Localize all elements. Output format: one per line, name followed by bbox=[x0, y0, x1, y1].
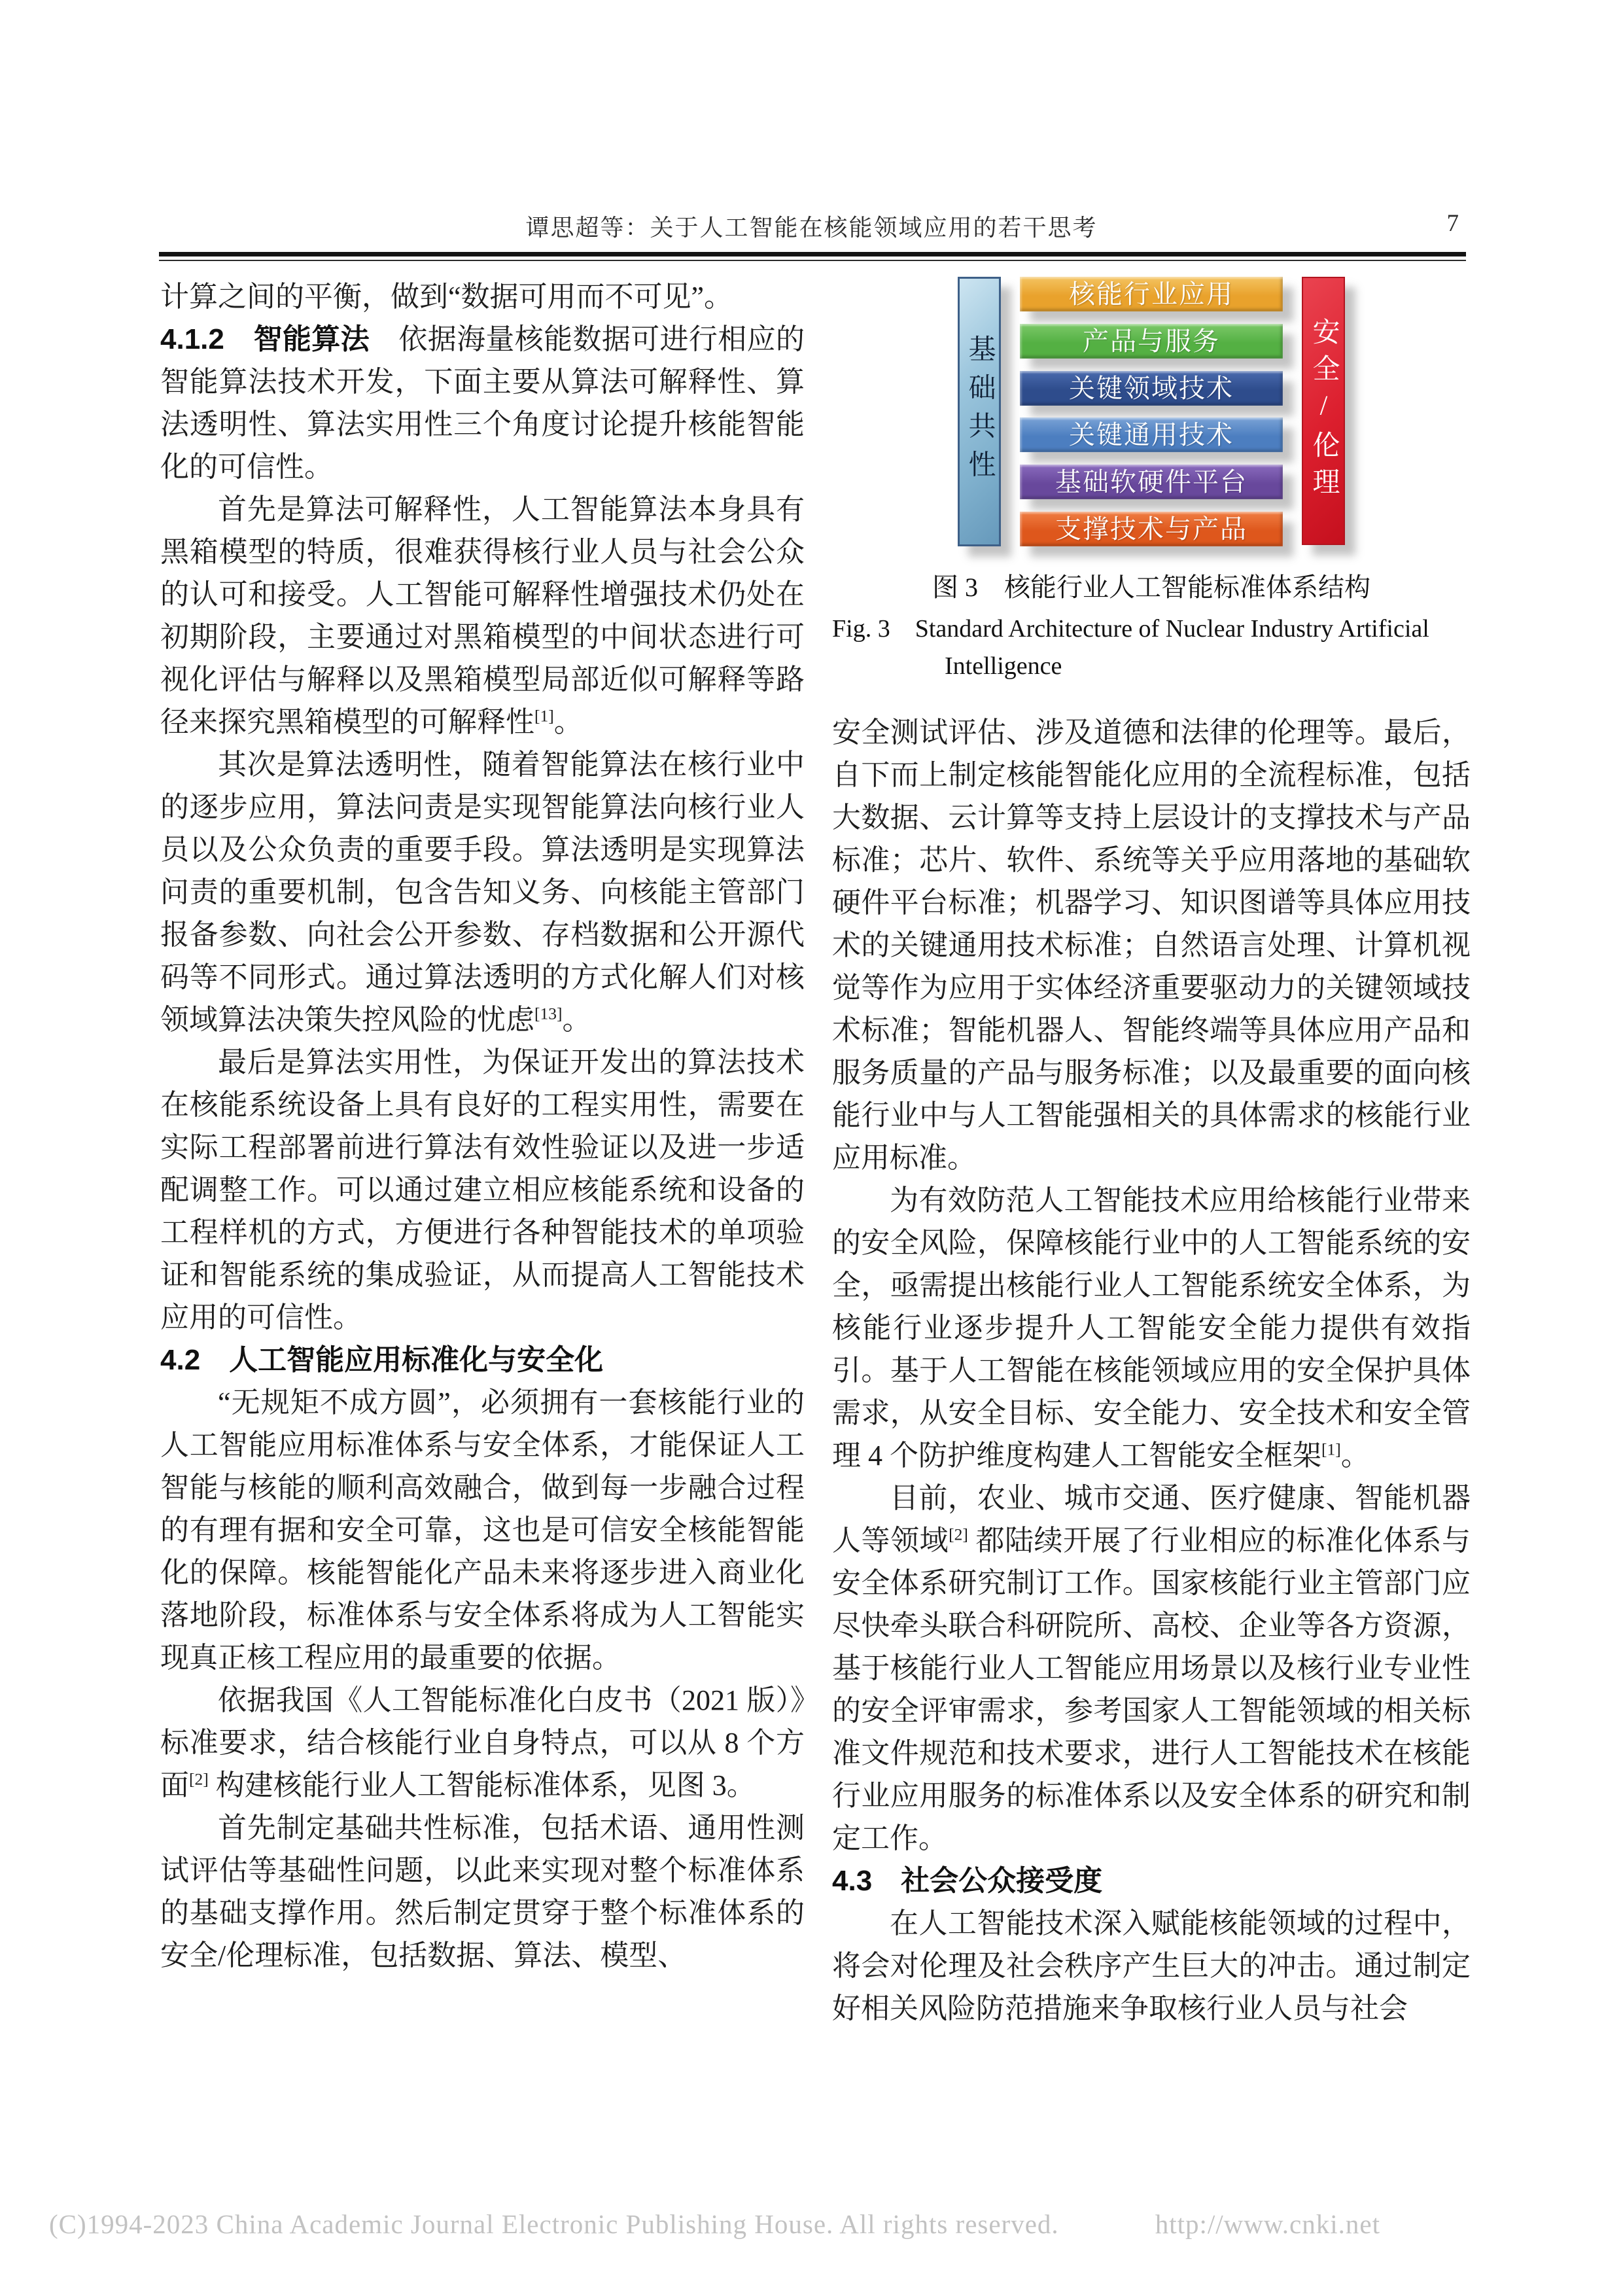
figure-left-pillar-basic-commonality bbox=[958, 277, 1001, 546]
figure-layer bbox=[1020, 417, 1283, 452]
figure-layer-label: 基础软硬件平台 bbox=[1055, 467, 1248, 497]
paragraph-standards-continued: 安全测试评估、涉及道德和法律的伦理等。最后，自下而上制定核能智能化应用的全流程标准，包括大数据、云计算等支持上层设计的支撑技术与产品标准；芯片、软件、系统等关乎应用落地的基础软硬件平台标准；机器学习、知识图谱等具体应用技术的关键通用技术标准；自然语言处理、计算机视觉等作为应用于实体经济重要驱动力的关键领域技术标准；智能机器人、智能终端等具体应用产品和服务质量的产品与服务标准；以及最重要的面向核能行业中与人工智能强相关的具体需求的核能行业应用标准。 bbox=[832, 716, 1471, 1174]
right-column bbox=[832, 275, 1471, 2030]
figure-layer bbox=[1020, 465, 1283, 499]
paragraph-standard-system: “无规矩不成方圆”，必须拥有一套核能行业的人工智能应用标准体系与安全体系，才能保证人工智能与核能的顺利高效融合，做到每一步融合过程的有理有据和安全可靠，这也是可信安全核能智能化的保障。核能智能化产品未来将逐步进入商业化落地阶段，标准体系与安全体系将成为人工智能实现真正核工程应用的最重要的依据。 bbox=[160, 1386, 805, 1674]
figure-layer bbox=[1020, 512, 1283, 546]
section-4-3-heading: 4.3 社会公众接受度 bbox=[832, 1865, 1103, 1897]
paragraph-practicality: 最后是算法实用性，为保证开发出的算法技术在核能系统设备上具有良好的工程实用性，需要在实际工程部署前进行算法有效性验证以及进一步适配调整工作。可以通过建立相应核能系统和设备的工程样机的方式，方便进行各种智能技术的单项验证和智能系统的集成验证，从而提高人工智能技术应用的可信性。 bbox=[160, 1046, 805, 1333]
figure-right-pillar-label: 安全/伦理 bbox=[1308, 317, 1339, 504]
paragraph-basic-standards: 首先制定基础共性标准，包括术语、通用性测试评估等基础性问题，以此来实现对整个标准体系的基础支撑作用。然后制定贯穿于整个标准体系的安全/伦理标准，包括数据、算法、模型、 bbox=[160, 1812, 805, 1971]
figure-layer-label: 关键领域技术 bbox=[1069, 373, 1234, 403]
figure-right-pillar-safety-ethics bbox=[1302, 277, 1345, 545]
page-number: 7 bbox=[1446, 210, 1459, 237]
figure-layer-stack bbox=[1020, 277, 1283, 546]
paragraph-explainability: 首先是算法可解释性，人工智能算法本身具有黑箱模型的特质，很难获得核行业人员与社会公众的认可和接受。人工智能可解释性增强技术仍处在初期阶段，主要通过对黑箱模型的中间状态进行可视化评估与解释以及黑箱模型局部近似可解释等路径来探究黑箱模型的可解释性[1]。 bbox=[160, 493, 805, 738]
footer-url: http://www.cnki.net bbox=[1155, 2209, 1380, 2239]
paragraph-industry-progress: 目前，农业、城市交通、医疗健康、智能机器人等领域[2] 都陆续开展了行业相应的标准化体系与安全体系研究制订工作。国家核能行业主管部门应尽快牵头联合科研院所、高校、企业等各方资源，基于核能行业人工智能应用场景以及核行业专业性的安全评审需求，参考国家人工智能领域的相关标准文件规范和技术要求，进行人工智能技术在核能行业应用服务的标准体系以及安全体系的研究和制定工作。 bbox=[832, 1482, 1471, 1854]
figure-left-pillar-label: 基础共性 bbox=[964, 334, 995, 489]
figure-layer bbox=[1020, 371, 1283, 406]
footer bbox=[49, 2208, 1380, 2240]
figure-canvas bbox=[958, 277, 1345, 546]
right-column-body bbox=[832, 711, 1471, 2030]
figure-caption-en-line1: Fig. 3 Standard Architecture of Nuclear Industry Artificial bbox=[832, 615, 1429, 643]
paragraph-security-framework: 为有效防范人工智能技术应用给核能行业带来的安全风险，保障核能行业中的人工智能系统的安全，亟需提出核能行业人工智能系统安全体系，为核能行业逐步提升人工智能安全能力提供有效指引。基于人工智能在核能领域应用的安全保护具体需求，从安全目标、安全能力、安全技术和安全管理 4 个防护维度构建人工智能安全框架[1]。 bbox=[832, 1184, 1471, 1472]
figure-3-diagram bbox=[958, 277, 1345, 546]
figure-layer-label: 支撑技术与产品 bbox=[1055, 514, 1248, 544]
figure-layer-label: 核能行业应用 bbox=[1069, 279, 1234, 309]
paragraph-whitepaper: 依据我国《人工智能标准化白皮书（2021 版）》标准要求，结合核能行业自身特点，可以从 8 个方面[2] 构建核能行业人工智能标准体系，见图 3。 bbox=[160, 1684, 805, 1801]
section-4-2-heading: 4.2 人工智能应用标准化与安全化 bbox=[160, 1344, 604, 1376]
figure-layer bbox=[1020, 277, 1283, 311]
footer-copyright: (C)1994-2023 China Academic Journal Electronic Publishing House. All rights reserved. bbox=[49, 2209, 1059, 2239]
running-title: 谭思超等：关于人工智能在核能领域应用的若干思考 bbox=[525, 215, 1098, 241]
paragraph-public-acceptance: 在人工智能技术深入赋能核能领域的过程中，将会对伦理及社会秩序产生巨大的冲击。通过制定好相关风险防范措施来争取核行业人员与社会 bbox=[832, 1907, 1471, 2024]
header-rule bbox=[159, 252, 1466, 261]
figure-layer bbox=[1020, 324, 1283, 359]
figure-layer-label: 产品与服务 bbox=[1083, 326, 1220, 356]
figure-layer-label: 关键通用技术 bbox=[1069, 420, 1234, 450]
left-column bbox=[160, 275, 805, 1977]
figure-caption-en bbox=[832, 610, 1471, 685]
paragraph-continuation: 计算之间的平衡，做到“数据可用而不可见”。 bbox=[160, 281, 733, 313]
section-4-1-2: 4.1.2 智能算法 依据海量核能数据可进行相应的智能算法技术开发，下面主要从算法可解释性、算法透明性、算法实用性三个角度讨论提升核能智能化的可信性。 bbox=[160, 323, 805, 483]
figure-caption-zh: 图 3 核能行业人工智能标准体系结构 bbox=[932, 573, 1370, 602]
paragraph-transparency: 其次是算法透明性，随着智能算法在核行业中的逐步应用，算法问责是实现智能算法向核行业人员以及公众负责的重要手段。算法透明是实现算法问责的重要机制，包含告知义务、向核能主管部门报备参数、向社会公开参数、存档数据和公开源代码等不同形式。通过算法透明的方式化解人们对核领域算法决策失控风险的忧虑[13]。 bbox=[160, 749, 805, 1036]
figure-caption-en-line2: Intelligence bbox=[945, 652, 1062, 680]
